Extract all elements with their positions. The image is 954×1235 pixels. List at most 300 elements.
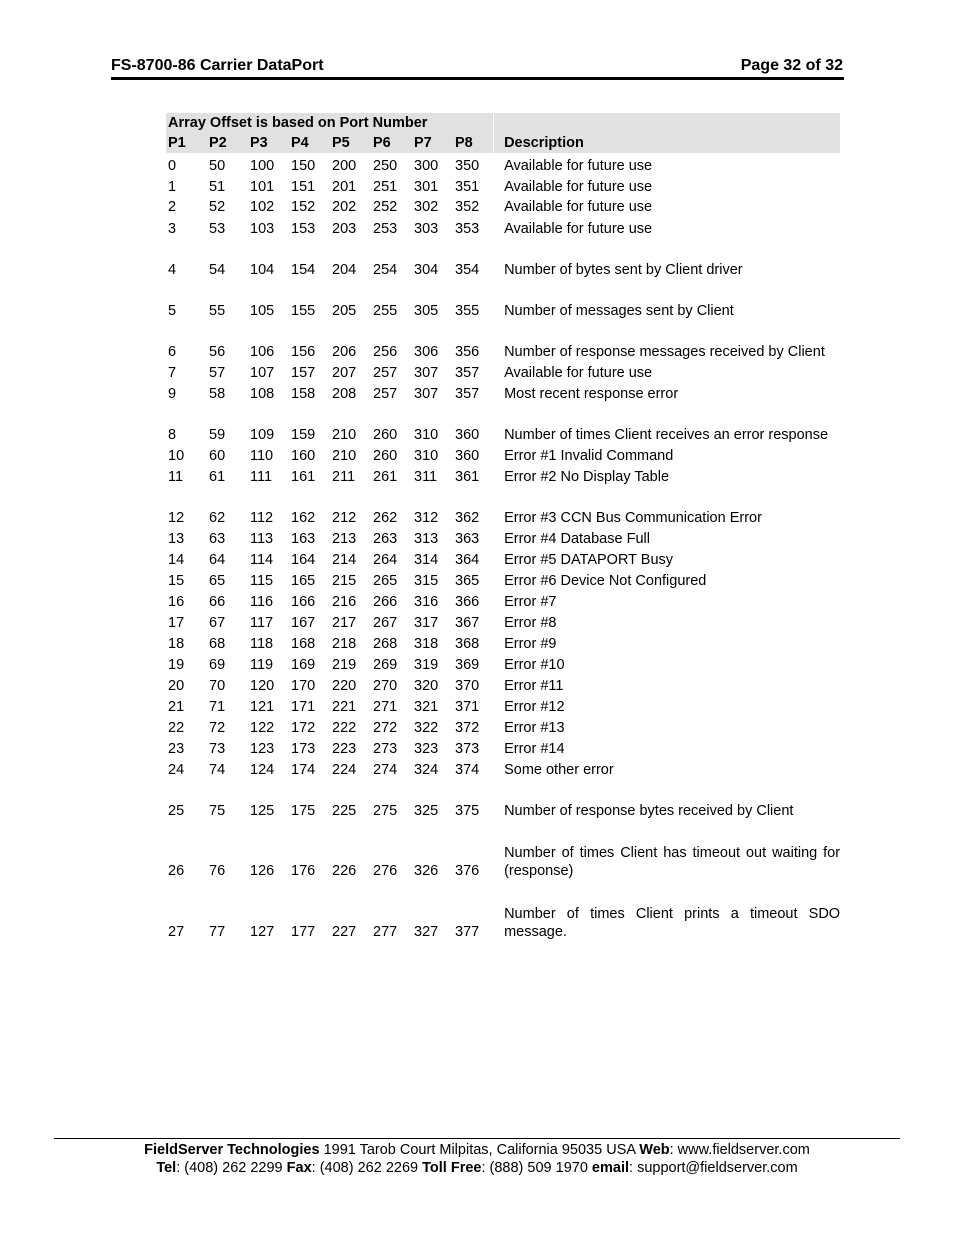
footer-email-value: : support@fieldserver.com [629,1160,798,1176]
table-row [166,611,840,632]
col-heading-p4: P4 [289,133,330,154]
offset-cell-p5: 222 [332,720,357,736]
offset-cell-p7: 324 [414,762,439,778]
offset-cell-p1: 20 [168,678,185,694]
offset-cell-p1: 19 [168,657,185,673]
offset-cell-p4: 166 [291,594,316,610]
offset-cell-p5: 219 [332,657,357,673]
offset-cell-p5: 218 [332,636,357,652]
table-row [166,175,840,196]
offset-cell-p2: 51 [209,179,226,195]
offset-cell-p4: 172 [291,720,316,736]
table-row [166,569,840,590]
offset-cell-p1: 26 [168,863,185,879]
footer-line-1 [54,1142,900,1158]
offset-cell-p6: 272 [373,720,398,736]
offset-cell-p6: 257 [373,386,398,402]
offset-cell-p8: 357 [455,365,480,381]
page-number: Page 32 of 32 [740,57,843,74]
offset-cell-p4: 163 [291,531,316,547]
footer-web-value: : www.fieldserver.com [669,1142,810,1158]
offset-cell-p5: 227 [332,924,357,940]
offset-cell-p4: 164 [291,552,316,568]
offset-cell-p7: 310 [414,427,439,443]
description-cell: Error #4 Database Full [504,531,650,547]
offset-cell-p8: 366 [455,594,480,610]
description-cell: Some other error [504,762,614,778]
offset-cell-p4: 168 [291,636,316,652]
offset-cell-p2: 68 [209,636,226,652]
offset-cell-p6: 274 [373,762,398,778]
offset-cell-p4: 177 [291,924,316,940]
footer-fax-value: : (408) 262 2269 [311,1160,423,1176]
offset-cell-p5: 215 [332,573,357,589]
offset-cell-p7: 320 [414,678,439,694]
offset-cell-p5: 221 [332,699,357,715]
document-title: FS-8700-86 Carrier DataPort [111,57,324,74]
group-heading: Array Offset is based on Port Number [166,113,493,133]
offset-cell-p2: 72 [209,720,226,736]
offset-cell-p7: 314 [414,552,439,568]
offset-cell-p3: 102 [250,199,275,215]
offset-cell-p1: 14 [168,552,185,568]
offset-cell-p5: 216 [332,594,357,610]
offset-cell-p2: 62 [209,510,226,526]
description-cell: Number of response bytes received by Client [504,803,794,819]
offset-cell-p7: 323 [414,741,439,757]
offset-cell-p3: 122 [250,720,275,736]
offset-cell-p2: 75 [209,803,226,819]
offset-cell-p6: 266 [373,594,398,610]
description-cell: Available for future use [504,365,653,381]
description-cell: Error #8 [504,615,557,631]
offset-cell-p3: 121 [250,699,275,715]
offset-cell-p2: 65 [209,573,226,589]
offset-cell-p3: 119 [250,657,274,673]
table-row [166,320,840,361]
description-cell: Number of response messages received by Client [504,344,825,360]
offset-cell-p8: 365 [455,573,480,589]
table-row [166,382,840,403]
offset-cell-p7: 301 [414,179,439,195]
offset-cell-p5: 203 [332,221,357,237]
offset-cell-p2: 53 [209,221,226,237]
offset-cell-p3: 101 [250,179,275,195]
offset-cell-p5: 206 [332,344,357,360]
offset-cell-p6: 251 [373,179,398,195]
offset-cell-p5: 217 [332,615,357,631]
offset-cell-p3: 109 [250,427,275,443]
offset-cell-p4: 154 [291,262,316,278]
offset-cell-p6: 260 [373,427,398,443]
offset-cell-p2: 60 [209,448,226,464]
offset-cell-p1: 15 [168,573,185,589]
page-header [111,57,843,77]
table-row [166,279,840,320]
offset-cell-p7: 315 [414,573,439,589]
offset-cell-p4: 152 [291,199,316,215]
table-row [166,674,840,695]
offset-cell-p6: 275 [373,803,398,819]
offset-cell-p8: 360 [455,427,480,443]
offset-cell-p2: 67 [209,615,226,631]
table-row [166,880,840,941]
offset-cell-p6: 265 [373,573,398,589]
description-cell: Error #12 [504,699,565,715]
offset-cell-p2: 66 [209,594,226,610]
col-heading-p5: P5 [330,133,371,154]
offset-cell-p3: 100 [250,158,275,174]
offset-cell-p6: 256 [373,344,398,360]
offset-cell-p5: 204 [332,262,357,278]
offset-cell-p8: 362 [455,510,480,526]
offset-cell-p3: 106 [250,344,275,360]
table-row [166,403,840,444]
offset-cell-p1: 4 [168,262,177,278]
offset-cell-p1: 1 [168,179,177,195]
description-cell: Available for future use [504,199,653,215]
footer-rule [54,1138,900,1139]
offset-cell-p5: 210 [332,448,357,464]
col-heading-p3: P3 [248,133,289,154]
footer-tel-value: : (408) 262 2299 [176,1160,287,1176]
table-row [166,486,840,527]
description-cell: Available for future use [504,221,653,237]
offset-cell-p3: 108 [250,386,275,402]
offset-cell-p2: 69 [209,657,226,673]
offset-cell-p7: 311 [414,469,438,485]
offset-cell-p8: 363 [455,531,480,547]
offset-cell-p2: 73 [209,741,226,757]
offset-cell-p4: 157 [291,365,316,381]
offset-cell-p7: 317 [414,615,439,631]
table-row [166,737,840,758]
offset-cell-p5: 210 [332,427,357,443]
offset-cell-p6: 250 [373,158,398,174]
offset-cell-p7: 321 [414,699,439,715]
offset-cell-p4: 169 [291,657,316,673]
offset-cell-p2: 74 [209,762,226,778]
offset-cell-p4: 153 [291,221,316,237]
offset-cell-p5: 202 [332,199,357,215]
offset-cell-p6: 270 [373,678,398,694]
footer-company: FieldServer Technologies [144,1142,320,1158]
offset-cell-p3: 125 [250,803,275,819]
offset-cell-p2: 64 [209,552,226,568]
offset-cell-p1: 3 [168,221,177,237]
offset-cell-p6: 262 [373,510,398,526]
table-row [166,154,840,176]
description-cell: Error #10 [504,657,565,673]
desc-heading-spacer [494,113,840,133]
offset-cell-p6: 277 [373,924,398,940]
offset-cell-p5: 207 [332,365,357,381]
description-cell: Most recent response error [504,386,679,402]
offset-cell-p4: 161 [291,469,316,485]
offset-cell-p6: 252 [373,199,398,215]
offset-cell-p5: 226 [332,863,357,879]
offset-cell-p8: 360 [455,448,480,464]
offset-cell-p5: 224 [332,762,357,778]
offset-cell-p2: 77 [209,924,226,940]
offset-cell-p3: 114 [250,552,274,568]
header-rule [111,77,844,80]
offset-cell-p4: 151 [291,179,316,195]
offset-cell-p8: 361 [455,469,480,485]
offset-cell-p5: 213 [332,531,357,547]
offset-cell-p2: 55 [209,303,226,319]
offset-cell-p2: 63 [209,531,226,547]
offset-cell-p4: 173 [291,741,316,757]
offset-cell-p3: 113 [250,531,274,547]
offset-cell-p8: 352 [455,199,480,215]
offset-cell-p6: 260 [373,448,398,464]
offset-cell-p8: 350 [455,158,480,174]
offset-cell-p8: 369 [455,657,480,673]
table-group-heading-row [166,113,840,133]
offset-cell-p7: 304 [414,262,439,278]
offset-cell-p6: 263 [373,531,398,547]
offset-cell-p3: 123 [250,741,275,757]
offset-cell-p3: 105 [250,303,275,319]
description-cell: Error #2 No Display Table [504,469,670,485]
offset-cell-p4: 156 [291,344,316,360]
offset-cell-p5: 200 [332,158,357,174]
offset-cell-p8: 373 [455,741,480,757]
offset-cell-p7: 300 [414,158,439,174]
offset-cell-p7: 322 [414,720,439,736]
offset-cell-p4: 159 [291,427,316,443]
offset-cell-p3: 126 [250,863,275,879]
description-cell: Error #13 [504,720,565,736]
offset-cell-p6: 268 [373,636,398,652]
table-row [166,716,840,737]
offset-cell-p6: 264 [373,552,398,568]
col-heading-description: Description [494,133,840,154]
offset-cell-p5: 211 [332,469,356,485]
offset-cell-p8: 354 [455,262,480,278]
offset-cell-p7: 316 [414,594,439,610]
offset-cell-p7: 325 [414,803,439,819]
offset-cell-p4: 167 [291,615,316,631]
offset-cell-p4: 158 [291,386,316,402]
offset-cell-p5: 201 [332,179,357,195]
offset-cell-p4: 150 [291,158,316,174]
offset-cell-p4: 165 [291,573,316,589]
offset-cell-p7: 310 [414,448,439,464]
description-cell: Error #1 Invalid Command [504,448,674,464]
offset-cell-p5: 223 [332,741,357,757]
offset-cell-p1: 16 [168,594,185,610]
offset-cell-p1: 10 [168,448,185,464]
description-cell: Error #7 [504,594,557,610]
offset-cell-p4: 171 [291,699,316,715]
offset-cell-p1: 8 [168,427,177,443]
offset-cell-p7: 306 [414,344,439,360]
offset-cell-p8: 371 [455,699,480,715]
offset-cell-p7: 319 [414,657,439,673]
description-cell: Number of times Client has timeout out waiting for (response) [504,845,841,879]
offset-cell-p1: 13 [168,531,185,547]
offset-cell-p4: 174 [291,762,316,778]
offset-cell-p4: 170 [291,678,316,694]
offset-cell-p1: 5 [168,303,177,319]
offset-cell-p8: 370 [455,678,480,694]
offset-cell-p2: 57 [209,365,226,381]
offset-cell-p6: 273 [373,741,398,757]
offset-cell-p8: 364 [455,552,480,568]
col-heading-p1: P1 [166,133,207,154]
offset-cell-p2: 61 [209,469,226,485]
offset-cell-p8: 376 [455,863,480,879]
offset-cell-p2: 52 [209,199,226,215]
offset-cell-p7: 307 [414,365,439,381]
footer-tollfree-value: : (888) 509 1970 [481,1160,592,1176]
table-row [166,820,840,880]
offset-cell-p8: 357 [455,386,480,402]
description-cell: Number of bytes sent by Client driver [504,262,743,278]
footer-address: 1991 Tarob Court Milpitas, California 95035 USA [319,1142,640,1158]
offset-cell-p3: 103 [250,221,275,237]
offset-cell-p3: 120 [250,678,275,694]
col-heading-p6: P6 [371,133,412,154]
offset-cell-p5: 220 [332,678,357,694]
offset-cell-p3: 127 [250,924,275,940]
offset-cell-p3: 117 [250,615,274,631]
offset-cell-p5: 214 [332,552,357,568]
offset-cell-p2: 76 [209,863,226,879]
table-row [166,216,840,238]
offset-cell-p1: 9 [168,386,177,402]
offset-cell-p3: 111 [250,469,273,485]
offset-cell-p6: 269 [373,657,398,673]
description-cell: Error #14 [504,741,565,757]
offset-cell-p7: 302 [414,199,439,215]
offset-cell-p8: 355 [455,303,480,319]
offset-cell-p1: 27 [168,924,185,940]
offset-cell-p1: 23 [168,741,185,757]
description-cell: Error #9 [504,636,557,652]
offset-cell-p1: 24 [168,762,185,778]
offset-cell-p2: 71 [209,699,226,715]
description-cell: Number of times Client receives an error response [504,427,829,443]
offset-cell-p8: 375 [455,803,480,819]
offset-cell-p1: 0 [168,158,177,174]
footer-tollfree-label: Toll Free [422,1160,482,1176]
offset-cell-p6: 261 [373,469,398,485]
table-row [166,779,840,820]
offset-cell-p2: 50 [209,158,226,174]
offset-cell-p4: 162 [291,510,316,526]
table-row [166,548,840,569]
footer-tel-label: Tel [156,1160,177,1176]
col-heading-p7: P7 [412,133,453,154]
offset-cell-p4: 160 [291,448,316,464]
description-cell: Error #5 DATAPORT Busy [504,552,674,568]
offset-cell-p7: 326 [414,863,439,879]
offset-cell-p6: 271 [373,699,398,715]
offset-cell-p1: 12 [168,510,185,526]
offset-cell-p6: 276 [373,863,398,879]
offset-cell-p4: 176 [291,863,316,879]
offset-cell-p7: 307 [414,386,439,402]
array-offset-table [166,113,840,941]
col-heading-p2: P2 [207,133,248,154]
table-row [166,632,840,653]
offset-cell-p1: 18 [168,636,185,652]
offset-cell-p7: 313 [414,531,439,547]
table-row [166,196,840,216]
description-cell: Available for future use [504,158,653,174]
offset-cell-p3: 107 [250,365,275,381]
table-row [166,238,840,279]
offset-cell-p6: 255 [373,303,398,319]
offset-cell-p3: 112 [250,510,274,526]
offset-cell-p8: 372 [455,720,480,736]
table-column-heading-row [166,133,840,154]
offset-cell-p1: 21 [168,699,185,715]
offset-cell-p8: 356 [455,344,480,360]
table-row [166,590,840,611]
footer-web-label: Web [639,1142,670,1158]
offset-cell-p2: 58 [209,386,226,402]
table-row [166,653,840,674]
offset-cell-p8: 367 [455,615,480,631]
offset-cell-p6: 257 [373,365,398,381]
description-cell: Number of times Client prints a timeout SDO message. [504,906,841,940]
col-heading-p8: P8 [453,133,493,154]
description-cell: Error #11 [504,678,564,694]
offset-cell-p8: 368 [455,636,480,652]
description-cell: Number of messages sent by Client [504,303,734,319]
offset-cell-p6: 267 [373,615,398,631]
offset-cell-p1: 25 [168,803,185,819]
offset-cell-p1: 2 [168,199,177,215]
offset-cell-p7: 312 [414,510,439,526]
offset-cell-p5: 205 [332,303,357,319]
offset-cell-p1: 11 [168,469,184,485]
offset-cell-p3: 104 [250,262,275,278]
description-cell: Error #6 Device Not Configured [504,573,707,589]
table-row [166,758,840,779]
offset-cell-p2: 56 [209,344,226,360]
offset-cell-p3: 115 [250,573,274,589]
offset-cell-p7: 327 [414,924,439,940]
offset-cell-p8: 351 [455,179,480,195]
offset-cell-p2: 54 [209,262,226,278]
footer-line-2 [54,1160,900,1176]
offset-cell-p1: 7 [168,365,177,381]
offset-cell-p5: 225 [332,803,357,819]
offset-cell-p6: 253 [373,221,398,237]
table-row [166,361,840,382]
table-row [166,527,840,548]
offset-cell-p5: 212 [332,510,357,526]
offset-cell-p1: 22 [168,720,185,736]
offset-cell-p3: 116 [250,594,274,610]
offset-cell-p4: 175 [291,803,316,819]
offset-cell-p4: 155 [291,303,316,319]
footer-fax-label: Fax [286,1160,312,1176]
offset-cell-p3: 124 [250,762,275,778]
offset-cell-p6: 254 [373,262,398,278]
table-row [166,444,840,465]
offset-cell-p2: 70 [209,678,226,694]
offset-cell-p1: 6 [168,344,177,360]
offset-cell-p1: 17 [168,615,185,631]
offset-cell-p3: 110 [250,448,274,464]
table-row [166,695,840,716]
